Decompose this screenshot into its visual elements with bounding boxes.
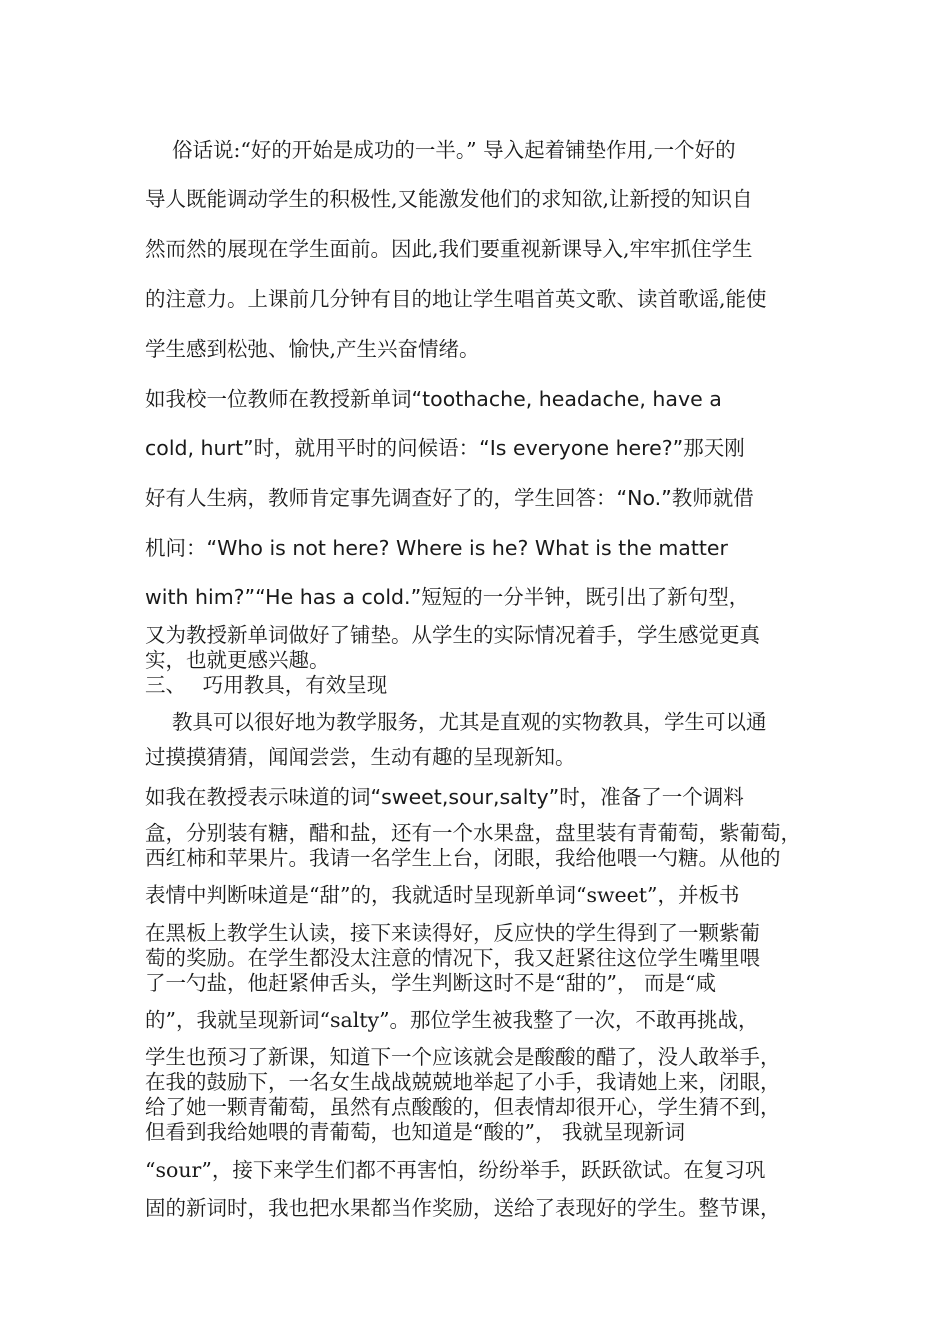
- text-line: 在黑板上教学生认读，接下来读得好，反应快的学生得到了一颗紫葡: [145, 921, 760, 945]
- text-line: 学生感到松弛、愉快,产生兴奋情绪。: [145, 337, 480, 361]
- text-line: “sour”，接下来学生们都不再害怕，纷纷举手，跃跃欲试。在复习巩: [145, 1158, 766, 1182]
- text-line: 俗话说:“好的开始是成功的一半。” 导入起着铺垫作用,一个好的: [145, 138, 736, 162]
- text-line: 盒，分别装有糖，醋和盐，还有一个水果盘，盘里装有青葡萄，紫葡萄，: [145, 821, 801, 845]
- text-line: cold, hurt”时，就用平时的问候语：“Is everyone here?”那天刚: [145, 436, 745, 460]
- text-line: 如我校一位教师在教授新单词“toothache, headache, have a: [145, 387, 722, 411]
- text-line: 机问：“Who is not here? Where is he? What is the matter: [145, 536, 728, 560]
- text-line: 教具可以很好地为教学服务，尤其是直观的实物教具，学生可以通: [145, 710, 767, 734]
- text-line: with him?”“He has a cold.”短短的一分半钟，既引出了新句型，: [145, 585, 750, 609]
- text-line: 萄的奖励。在学生都没太注意的情况下，我又赶紧往这位学生嘴里喂: [145, 946, 760, 970]
- text-line: 如我在教授表示味道的词“sweet,sour,salty”时，准备了一个调料: [145, 785, 744, 809]
- text-line: 给了她一颗青葡萄，虽然有点酸酸的，但表情却很开心，学生猜不到，: [145, 1095, 781, 1119]
- text-line: 又为教授新单词做好了铺垫。从学生的实际情况着手，学生感觉更真: [145, 623, 760, 647]
- text-line: 的注意力。上课前几分钟有目的地让学生唱首英文歌、读首歌谣,能使: [145, 287, 767, 311]
- text-line: 过摸摸猜猜，闻闻尝尝，生动有趣的呈现新知。: [145, 745, 576, 769]
- text-line: 的”，我就呈现新词“salty”。那位学生被我整了一次，不敢再挑战，: [145, 1008, 759, 1032]
- text-line: 固的新词时，我也把水果都当作奖励，送给了表现好的学生。整节课，: [145, 1196, 781, 1220]
- text-line: 了一勺盐，他赶紧伸舌头，学生判断这时不是“甜的”， 而是“咸: [145, 971, 716, 995]
- text-line: 实，也就更感兴趣。: [145, 648, 330, 672]
- text-line: 在我的鼓励下，一名女生战战兢兢地举起了小手，我请她上来，闭眼，: [145, 1070, 781, 1094]
- text-line: 西红柿和苹果片。我请一名学生上台，闭眼，我给他喂一勺糖。从他的: [145, 846, 781, 870]
- text-line: 好有人生病，教师肯定事先调查好了的，学生回答：“No.”教师就借: [145, 486, 754, 510]
- text-line: 导人既能调动学生的积极性,又能激发他们的求知欲,让新授的知识自: [145, 187, 753, 211]
- section-heading: 三、 巧用教具，有效呈现: [145, 673, 388, 697]
- text-line: 表情中判断味道是“甜”的，我就适时呈现新单词“sweet”，并板书: [145, 883, 740, 907]
- text-line: 然而然的展现在学生面前。因此,我们要重视新课导入,牢牢抓住学生: [145, 237, 753, 261]
- text-line: 但看到我给她喂的青葡萄，也知道是“酸的”， 我就呈现新词: [145, 1120, 685, 1144]
- text-line: 学生也预习了新课，知道下一个应该就会是酸酸的醋了，没人敢举手，: [145, 1045, 781, 1069]
